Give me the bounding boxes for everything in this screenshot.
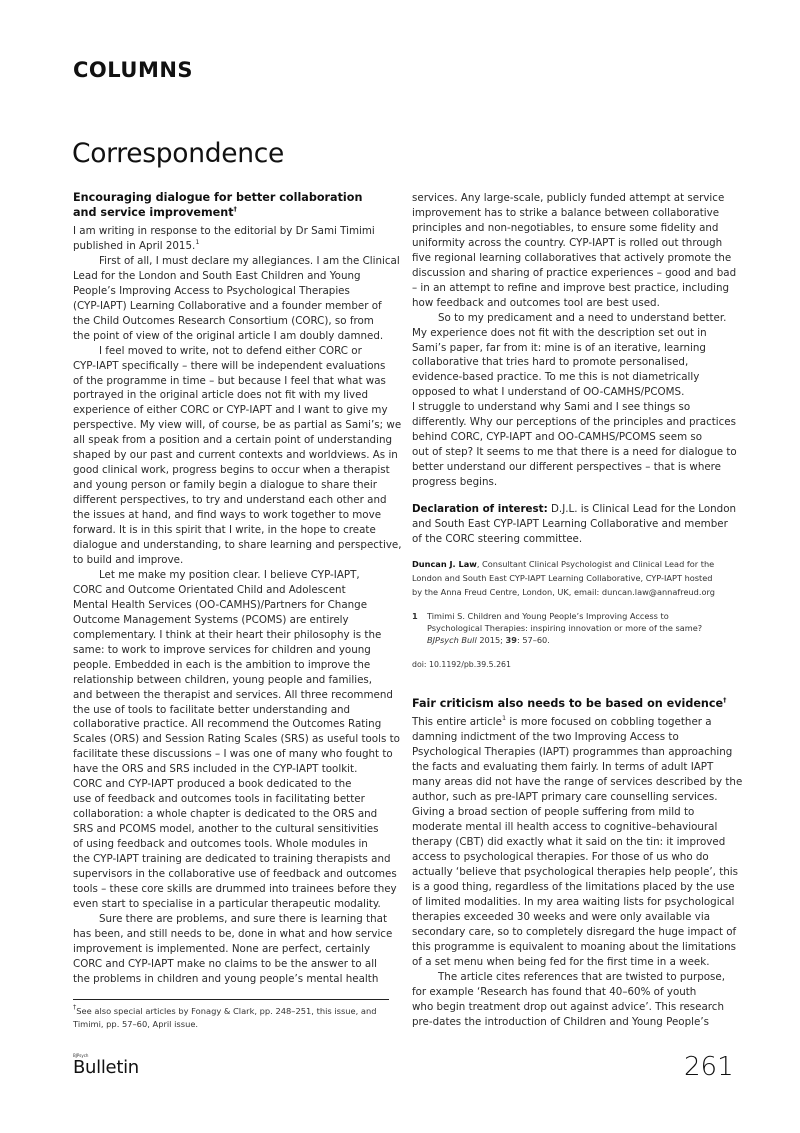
text-line: moderate mental ill health access to cognitive–behavioural [412, 821, 718, 834]
text-line: SRS and PCOMS model, another to the cultural sensitivities [73, 823, 379, 836]
doi-link[interactable]: doi: 10.1192/pb.39.5.261 [412, 659, 511, 669]
text-line: uniformity across the country. CYP-IAPT is rolled out through [412, 236, 723, 249]
text-line: to build and improve. [73, 553, 184, 566]
page-number: 261 [684, 1052, 734, 1082]
text-line: evidence-based practice. To me this is not diametrically [412, 371, 700, 384]
text-line: CORC and CYP-IAPT make no claims to be the answer to all [73, 957, 377, 970]
text-line: and between the therapist and services. All three recommend [73, 688, 393, 701]
citation-mark[interactable]: 1 [502, 714, 507, 723]
text-line: better understand our different perspectives – that is where [412, 461, 722, 474]
text-line: Mental Health Services (OO-CAMHS)/Partners for Change [73, 598, 368, 611]
declaration-of-interest: Declaration of interest: D.J.L. is Clinical Lead for the London and South East CYP-IAPT Learning Collaborative and member of the CORC steering committee. [412, 503, 737, 545]
author-email: by the Anna Freud Centre, London, UK, email: duncan.law@annafreud.org [412, 587, 715, 598]
text-line: supervisors in the collaborative use of feedback and outcomes [73, 867, 397, 880]
footnote-divider [73, 999, 389, 1000]
article-body [412, 714, 743, 1029]
declaration-label: Declaration of interest: [412, 503, 548, 516]
text-line: I struggle to understand why Sami and I see things so [412, 401, 691, 414]
text-line: My experience does not fit with the description set out in [412, 326, 707, 339]
text-line: collaborative practice. All recommend the Outcomes Rating [73, 718, 382, 731]
text-line: Let me make my position clear. I believe CYP-IAPT, [99, 568, 360, 581]
text-line: damning indictment of the two Improving Access to [412, 731, 679, 744]
text-line: actually ‘believe that psychological therapies help people’, this [412, 866, 739, 879]
text-line: people. Embedded in each is the ambition to improve the [73, 658, 371, 671]
text-line: collaborative that tries hard to promote personalised, [412, 356, 689, 369]
text-line: of the programme in time – but because I feel that what was [73, 374, 386, 387]
text-line: who begin treatment drop out against advice’. This research [412, 1000, 724, 1013]
text-line: the use of tools to facilitate better understanding and [73, 703, 351, 716]
text-line: many areas did not have the range of services described by the [412, 776, 743, 789]
text-line: experience of either CORC or CYP-IAPT and I want to give my [73, 404, 388, 417]
text-line: CORC and Outcome Orientated Child and Adolescent [73, 583, 346, 596]
text-line: perspective. My view will, of course, be as partial as Sami’s; we [73, 419, 402, 432]
right-column [412, 191, 743, 1030]
text-line: – in an attempt to refine and improve best practice, including [412, 281, 730, 294]
article-title: Fair criticism also needs to be based on evidence† [412, 696, 727, 711]
journal-logo [73, 1054, 139, 1078]
section-label: COLUMNS [73, 58, 194, 82]
logo-bulletin: Bulletin [73, 1057, 139, 1078]
text-line: progress begins. [412, 476, 498, 489]
dagger-mark: † [73, 1003, 77, 1011]
text-line: of using feedback and outcomes tools. Whole modules in [73, 838, 368, 851]
text-line: is a good thing, regardless of the limitations placed by the use [412, 880, 735, 893]
text-line: complementary. I think at their heart their philosophy is the [73, 628, 382, 641]
text-line: differently. Why our perceptions of the principles and practices [412, 416, 737, 429]
text-line: forward. It is in this spirit that I write, in the hope to create [73, 524, 376, 537]
text-line: dialogue and understanding, to share learning and perspective, [73, 539, 402, 552]
article-title-line: and service improvement† [73, 205, 237, 219]
text-line: Giving a broad section of people suffering from mild to [412, 806, 695, 819]
text-line: of a set menu when being fed for the first time in a week. [412, 955, 710, 968]
text-line: different perspectives, to try and understand each other and [73, 494, 387, 507]
text-line: I am writing in response to the editorial by Dr Sami Timimi [73, 225, 375, 237]
text-line: author, such as pre-IAPT primary care counselling services. [412, 791, 718, 804]
text-line: therapies exceeded 30 weeks and were only available via [412, 910, 711, 923]
left-column [73, 190, 402, 987]
text-line: services. Any large-scale, publicly funded attempt at service [412, 192, 725, 204]
text-line: access to psychological therapies. For those of us who do [412, 851, 709, 864]
text-line: opposed to what I understand of OO-CAMHS/PCOMS. [412, 386, 685, 399]
text-line: relationship between children, young people and families, [73, 673, 373, 686]
text-line: CYP-IAPT specifically – there will be independent evaluations [73, 359, 386, 372]
reference-number: 1 [412, 610, 418, 621]
text-line: this programme is equivalent to moaning about the limitations [412, 940, 737, 953]
text-line: discussion and sharing of practice experiences – good and bad [412, 266, 737, 279]
text-line: The article cites references that are twisted to purpose, [438, 970, 726, 983]
article-body [73, 224, 402, 987]
reference-item: 1 Timimi S. Children and Young People’s Improving Access to Psychological Therapies: inspiring innovation or more of the same? BJPsych Bull 2015; 39: 57–60. [412, 610, 703, 645]
text-line: I feel moved to write, not to defend either CORC or [99, 344, 362, 357]
text-line: So to my predicament and a need to understand better. [438, 311, 727, 324]
author-name: Duncan J. Law [412, 558, 477, 569]
text-line: the CYP-IAPT training are dedicated to training therapists and [73, 853, 391, 866]
text-line: CORC and CYP-IAPT produced a book dedicated to the [73, 778, 352, 791]
text-line: the problems in children and young people’s mental health [73, 972, 379, 985]
text-line: tools – these core skills are drummed into trainees before they [73, 882, 397, 895]
text-line: published in April 2015.$^1$ [73, 237, 200, 252]
text-line: has been, and still needs to be, done in what and how service [73, 927, 393, 940]
text-line: have the ORS and SRS included in the CYP-IAPT toolkit. [73, 763, 358, 776]
text-line: behind CORC, CYP-IAPT and OO-CAMHS/PCOMS seem so [412, 431, 703, 444]
text-line: the Child Outcomes Research Consortium (CORC), so from [73, 314, 374, 327]
article-body-continued [412, 191, 737, 490]
citation-mark[interactable]: 1 [195, 237, 200, 246]
text-line: People’s Improving Access to Psychological Therapies [73, 284, 350, 297]
text-line: the point of view of the original article I am doubly damned. [73, 329, 384, 342]
text-line: how feedback and outcomes tool are best used. [412, 296, 660, 309]
page-title: Correspondence [72, 138, 284, 169]
text-line: principles and non-negotiables, to ensure some fidelity and [412, 221, 719, 234]
text-line: all speak from a position and a certain point of understanding [73, 434, 393, 447]
footnote: †See also special articles by Fonagy & Clark, pp. 248–251, this issue, and Timimi, pp. 57–60, April issue. [73, 1003, 377, 1029]
text-line: therapy (CBT) did exactly what it said on the tin: it improved [412, 836, 726, 849]
text-line: collaboration: a whole chapter is dedicated to the ORS and [73, 808, 378, 821]
text-line: Outcome Management Systems (PCOMS) are entirely [73, 613, 349, 626]
author-affiliation: Duncan J. Law, Consultant Clinical Psychologist and Clinical Lead for the London and South East CYP-IAPT Learning Collaborative, CYP-IAPT hosted by the Anna Freud Centre, London, UK, email: duncan.law@annafreud.org [412, 557, 730, 600]
text-line: Sami’s paper, far from it: mine is of an iterative, learning [412, 341, 706, 354]
text-line: even start to specialise in a particular therapeutic modality. [73, 897, 381, 910]
text-line: of limited modalities. In my area waiting lists for psychological [412, 895, 735, 908]
text-line: secondary care, so to completely disregard the huge impact of [412, 925, 737, 938]
text-line: for example ‘Research has found that 40–60% of youth [412, 985, 697, 998]
text-line: Scales (ORS) and Session Rating Scales (SRS) as useful tools to [73, 733, 400, 746]
text-line: First of all, I must declare my allegiances. I am the Clinical [99, 254, 400, 267]
text-line: portrayed in the original article does not fit with my lived [73, 389, 368, 402]
logo-bjpsych: BJPsych [73, 1053, 89, 1058]
text-line: Psychological Therapies (IAPT) programmes than approaching [412, 746, 733, 759]
text-line: facilitate these discussions – I was one of many who fought to [73, 748, 393, 761]
text-line: (CYP-IAPT) Learning Collaborative and a founder member of [73, 299, 382, 312]
text-line: improvement is implemented. None are perfect, certainly [73, 942, 371, 955]
text-line: Sure there are problems, and sure there is learning that [99, 912, 387, 925]
dagger-mark: † [723, 696, 727, 705]
text-line: shaped by our past and current contexts and worldviews. As in [73, 449, 398, 462]
text-line: improvement has to strike a balance between collaborative [412, 206, 720, 219]
text-line: five regional learning collaboratives that actively promote the [412, 251, 732, 264]
text-line: This entire article$^1$ is more focused on cobbling together a [412, 714, 712, 729]
article-title [73, 190, 391, 220]
text-line: use of feedback and outcomes tools in facilitating better [73, 793, 365, 806]
text-line: good clinical work, progress begins to occur when a therapist [73, 464, 390, 477]
text-line: the facts and evaluating them fairly. In terms of adult IAPT [412, 761, 714, 774]
article-title-line: Encouraging dialogue for better collaboration [73, 191, 363, 204]
text-line: same: to work to improve services for children and young [73, 643, 371, 656]
dagger-mark: † [233, 205, 237, 213]
text-line: Lead for the London and South East Children and Young [73, 269, 361, 282]
text-line: the issues at hand, and find ways to work together to move [73, 509, 382, 522]
text-line: pre-dates the introduction of Children and Young People’s [412, 1015, 709, 1028]
text-line: and young person or family begin a dialogue to share their [73, 479, 377, 492]
text-line: out of step? It seems to me that there is a need for dialogue to [412, 446, 737, 459]
